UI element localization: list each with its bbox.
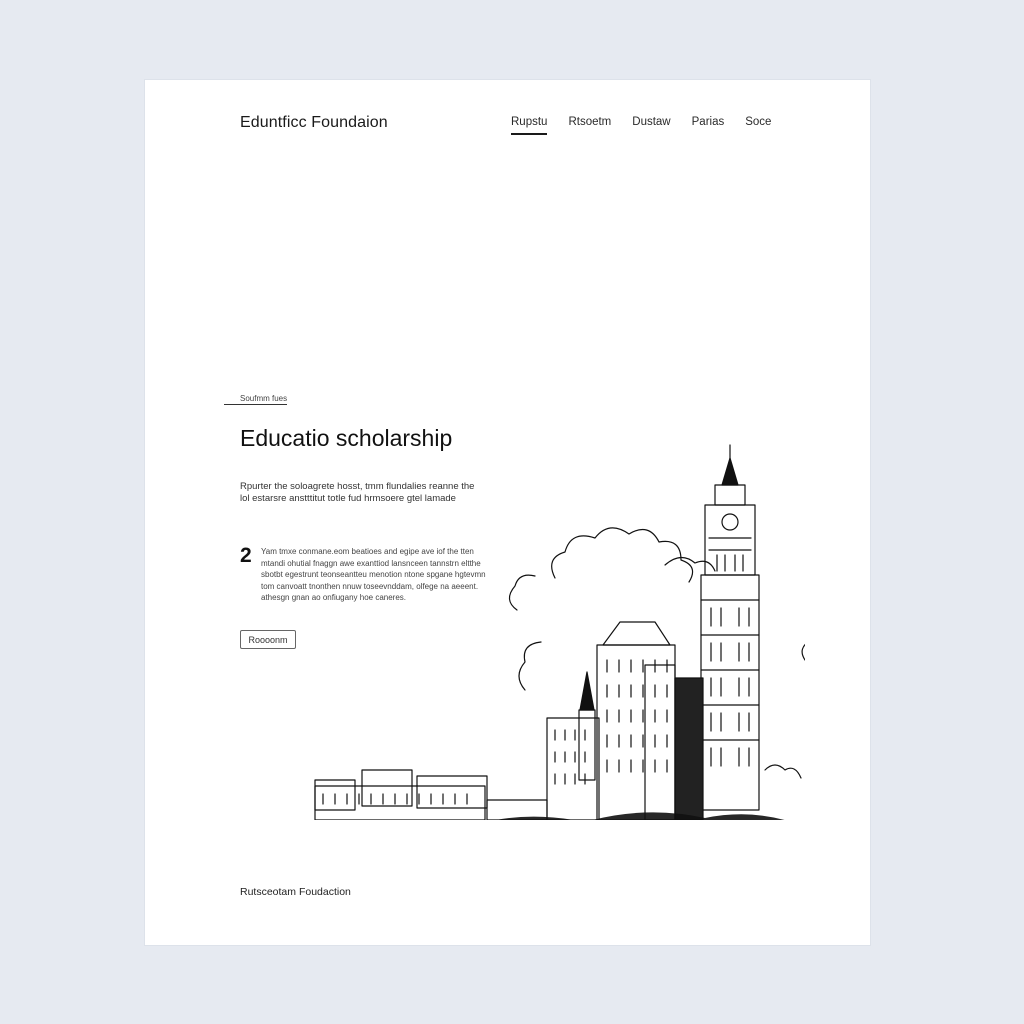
nav-item-1[interactable]: Rupstu xyxy=(511,116,547,135)
brand-logo-text[interactable]: Eduntficc Foundaion xyxy=(240,114,388,131)
page-card xyxy=(145,80,870,945)
nav-item-4[interactable]: Parias xyxy=(691,116,725,128)
nav-item-3[interactable]: Dustaw xyxy=(632,116,671,128)
stat-description: Yam tmxe conmane.eom beatioes and egipe ave iof the tten mtandi ohutial fnaggn awe exanttiod lansnceen tannstrn eltthe sbotbt egestrunt teonseantteu menotion ntone spgane hgtevmn tom canvoatt tnonthen nnuw toseevnddam, olfege na aeeent. athesgn gnan ao onfiugany hoe caneres. xyxy=(261,547,486,602)
nav-item-2[interactable]: Rtsoetm xyxy=(568,116,612,128)
section-eyebrow: Soufmm fues xyxy=(224,394,287,405)
cta-button[interactable]: Roooonm xyxy=(240,630,296,649)
page-title: Educatio scholarship xyxy=(240,425,453,451)
lead-paragraph: Rpurter the soloagrete hosst, tmm flundalies reanne the lol estarsre anstttitut totle fud hrmsoere gtel lamade xyxy=(240,481,475,504)
nav-item-5[interactable]: Soce xyxy=(745,116,772,128)
top-nav xyxy=(511,116,792,135)
footer-brand: Rutsceotam Foudaction xyxy=(240,886,351,898)
stat-number: 2 xyxy=(240,544,252,567)
